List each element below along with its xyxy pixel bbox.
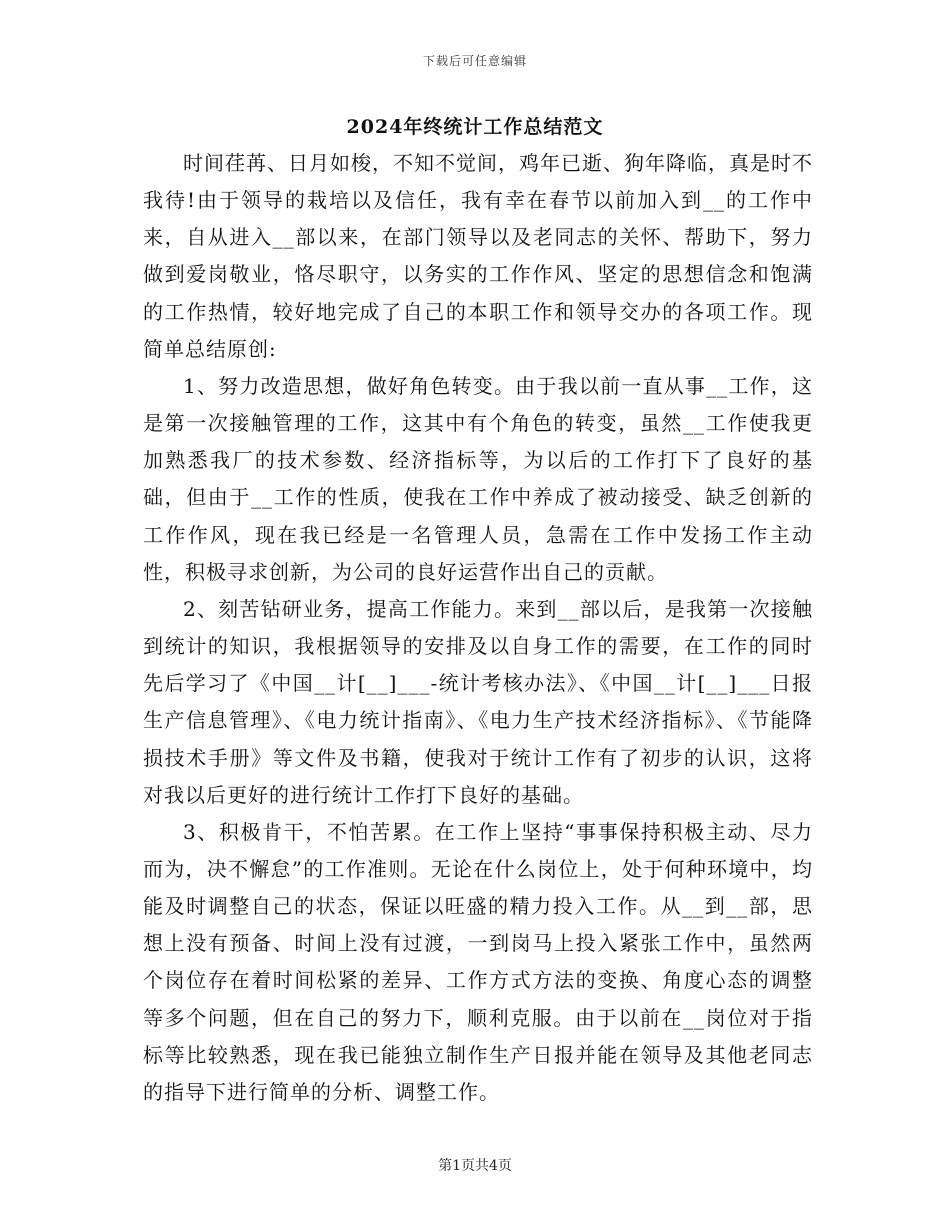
paragraph-point-3: 3、积极肯干，不怕苦累。在工作上坚持“事事保持积极主动、尽力而为，决不懈怠”的工作准则。无论在什么岗位上，处于何种环境中，均能及时调整自己的状态，保证以旺盛的精力投入工作。从__到__部，思想上没有预备、时间上没有过渡，一到岗马上投入紧张工作中，虽然两个岗位存在着时间松紧的差异、工作方式方法的变换、角度心态的调整等多个问题，但在自己的努力下，顺利克服。由于以前在__岗位对于指标等比较熟悉，现在我已能独立制作生产日报并能在领导及其他老同志的指导下进行简单的分析、调整工作。: [143, 819, 813, 1104]
paragraph-intro: 时间荏苒、日月如梭，不知不觉间，鸡年已逝、狗年降临，真是时不我待!由于领导的栽培以及信任，我有幸在春节以前加入到__的工作中来，自从进入__部以来，在部门领导以及老同志的关怀、帮助下，努力做到爱岗敬业，恪尽职守，以务实的工作作风、坚定的思想信念和饱满的工作热情，较好地完成了自己的本职工作和领导交办的各项工作。现简单总结原创:: [143, 151, 813, 361]
document-body: [143, 145, 813, 1111]
paragraph-point-2: 2、刻苦钻研业务，提高工作能力。来到__部以后，是我第一次接触到统计的知识，我根据领导的安排及以自身工作的需要，在工作的同时先后学习了《中国__计[__]___-统计考核办法》、《中国__计[__]___日报生产信息管理》、《电力统计指南》、《电力生产技术经济指标》、《节能降损技术手册》等文件及书籍，使我对于统计工作有了初步的认识，这将对我以后更好的进行统计工作打下良好的基础。: [143, 596, 813, 807]
page-header-note: 下载后可任意编辑: [422, 54, 527, 68]
paragraph-point-1: 1、努力改造思想，做好角色转变。由于我以前一直从事__工作，这是第一次接触管理的工作，这其中有个角色的转变，虽然__工作使我更加熟悉我厂的技术参数、经济指标等，为以后的工作打下了良好的基础，但由于__工作的性质，使我在工作中养成了被动接受、缺乏创新的工作作风，现在我已经是一名管理人员，急需在工作中发扬工作主动性，积极寻求创新，为公司的良好运营作出自己的贡献。: [143, 373, 813, 584]
page-number: 第1页共4页: [438, 1158, 512, 1174]
document-title: 2024年终统计工作总结范文: [346, 116, 604, 138]
